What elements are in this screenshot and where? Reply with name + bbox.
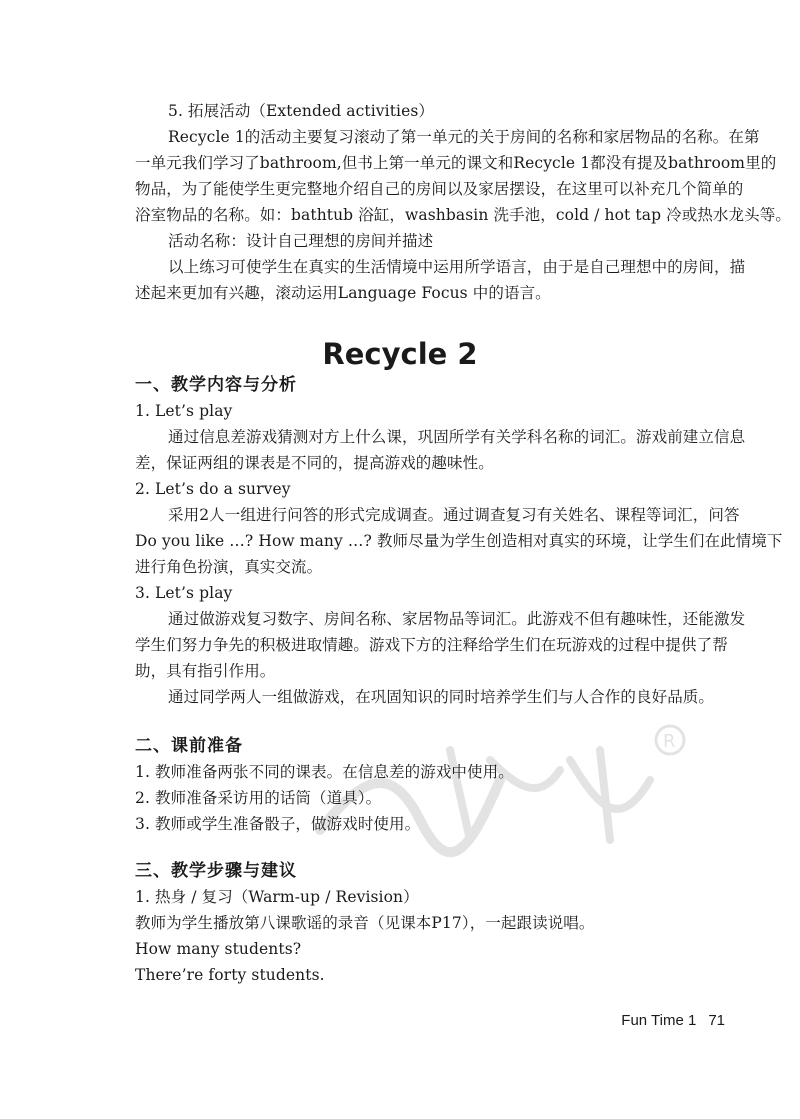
page-footer [621, 1012, 725, 1029]
page-number: 71 [708, 1012, 725, 1029]
part1-item-title: 1. Let’s play [135, 402, 233, 420]
part1-item-title: 3. Let’s play [135, 584, 233, 602]
part1-item-line: 学生们努力争先的积极进取情趣。游戏下方的注释给学生们在玩游戏的过程中提供了帮 [135, 636, 728, 654]
part1-item-line: Do you like …? How many …? 教师尽量为学生创造相对真实的环境，让学生们在此情境下 [135, 532, 783, 550]
part3-line: There’re forty students. [135, 966, 325, 984]
part1-item-line: 通过信息差游戏猜测对方上什么课，巩固所学有关学科名称的词汇。游戏前建立信息 [168, 428, 746, 446]
part3-heading: 三、教学步骤与建议 [135, 861, 297, 881]
part1-item-line: 差，保证两组的课表是不同的，提高游戏的趣味性。 [135, 454, 494, 472]
section5-para1-line: 物品，为了能使学生更完整地介绍自己的房间以及家居摆设，在这里可以补充几个简单的 [135, 180, 744, 198]
part3-line: How many students? [135, 940, 302, 958]
part2-item: 3. 教师或学生准备骰子，做游戏时使用。 [135, 815, 421, 833]
part1-item-title: 2. Let’s do a survey [135, 480, 291, 498]
recycle-title: Recycle 2 [322, 337, 478, 371]
activity-name: 活动名称：设计自己理想的房间并描述 [168, 232, 434, 250]
part1-item-line: 通过同学两人一组做游戏，在巩固知识的同时培养学生们与人合作的良好品质。 [168, 688, 715, 706]
part1-heading: 一、教学内容与分析 [135, 375, 297, 395]
section5-para2-line: 以上练习可使学生在真实的生活情境中运用所学语言，由于是自己理想中的房间，描 [168, 258, 746, 276]
part2-heading: 二、课前准备 [135, 736, 243, 756]
part2-item: 2. 教师准备采访用的话筒（道具）。 [135, 789, 382, 807]
section5-para1-line: 一单元我们学习了bathroom,但书上第一单元的课文和Recycle 1都没有提及bathroom里的 [135, 154, 777, 172]
part2-item: 1. 教师准备两张不同的课表。在信息差的游戏中使用。 [135, 763, 514, 781]
part1-item-line: 进行角色扮演，真实交流。 [135, 558, 323, 576]
section5-para1-line: Recycle 1的活动主要复习滚动了第一单元的关于房间的名称和家居物品的名称。在第 [168, 128, 760, 146]
part1-item-line: 通过做游戏复习数字、房间名称、家居物品等词汇。此游戏不但有趣味性，还能激发 [168, 610, 746, 628]
section5-para1-line: 浴室物品的名称。如：bathtub 浴缸，washbasin 洗手池，cold / hot tap 冷或热水龙头等。 [135, 206, 791, 224]
section5-heading: 5. 拓展活动（Extended activities） [168, 102, 435, 120]
part1-item-line: 采用2人一组进行问答的形式完成调查。通过调查复习有关姓名、课程等词汇，问答 [168, 506, 740, 524]
section5-para2-line: 述起来更加有兴趣，滚动运用Language Focus 中的语言。 [135, 284, 551, 302]
part1-item-line: 助，具有指引作用。 [135, 662, 276, 680]
part3-line: 教师为学生播放第八课歌谣的录音（见课本P17），一起跟读说唱。 [135, 914, 595, 932]
footer-book-title: Fun Time 1 [621, 1012, 697, 1029]
part3-subheading: 1. 热身 / 复习（Warm-up / Revision） [135, 888, 419, 906]
svg-text:R: R [663, 731, 676, 752]
